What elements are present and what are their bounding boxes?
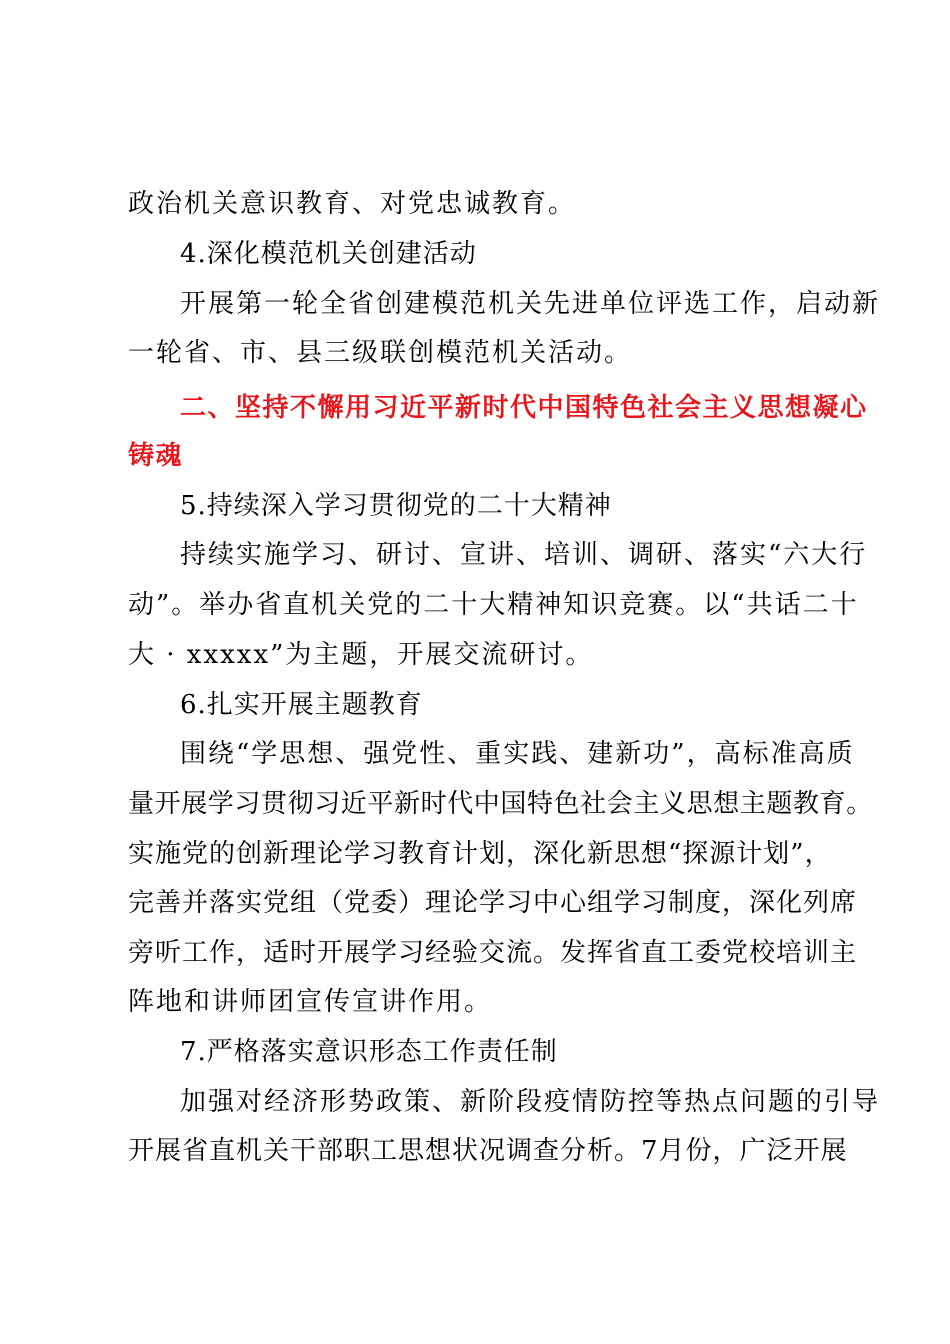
section-subheading: 4.深化模范机关创建活动 <box>180 239 477 269</box>
paragraph-line: 开展省直机关干部职工思想状况调查分析。7月份，广泛开展 <box>128 1136 848 1166</box>
paragraph-line: 完善并落实党组（党委）理论学习中心组学习制度，深化列席 <box>128 888 858 918</box>
section-subheading: 7.严格落实意识形态工作责任制 <box>180 1037 558 1067</box>
paragraph-line: 阵地和讲师团宣传宣讲作用。 <box>128 987 493 1017</box>
paragraph-line: 量开展学习贯彻习近平新时代中国特色社会主义思想主题教育。 <box>128 789 873 819</box>
paragraph-line: 旁听工作，适时开展学习经验交流。发挥省直工委党校培训主 <box>128 938 858 968</box>
paragraph-line: 围绕“学思想、强党性、重实践、建新功”，高标准高质 <box>180 739 855 769</box>
paragraph-line: 持续实施学习、研讨、宣讲、培训、调研、落实“六大行 <box>180 540 868 570</box>
section-subheading: 5.持续深入学习贯彻党的二十大精神 <box>180 491 612 521</box>
paragraph-line: 加强对经济形势政策、新阶段疫情防控等热点问题的引导 <box>180 1087 881 1117</box>
paragraph-line: 大 · xxxxx”为主题，开展交流研讨。 <box>128 640 594 670</box>
paragraph-line: 开展第一轮全省创建模范机关先进单位评选工作，启动新 <box>180 289 881 319</box>
paragraph-line: 实施党的创新理论学习教育计划，深化新思想“探源计划”， <box>128 839 832 869</box>
section-heading: 二、坚持不懈用习近平新时代中国特色社会主义思想凝心 <box>180 393 868 423</box>
paragraph-line: 政治机关意识教育、对党忠诚教育。 <box>128 189 577 219</box>
section-subheading: 6.扎实开展主题教育 <box>180 690 423 720</box>
paragraph-line: 动”。举办省直机关党的二十大精神知识竞赛。以“共话二十 <box>128 590 859 620</box>
paragraph-line: 一轮省、市、县三级联创模范机关活动。 <box>128 338 633 368</box>
section-heading: 铸魂 <box>128 441 184 471</box>
